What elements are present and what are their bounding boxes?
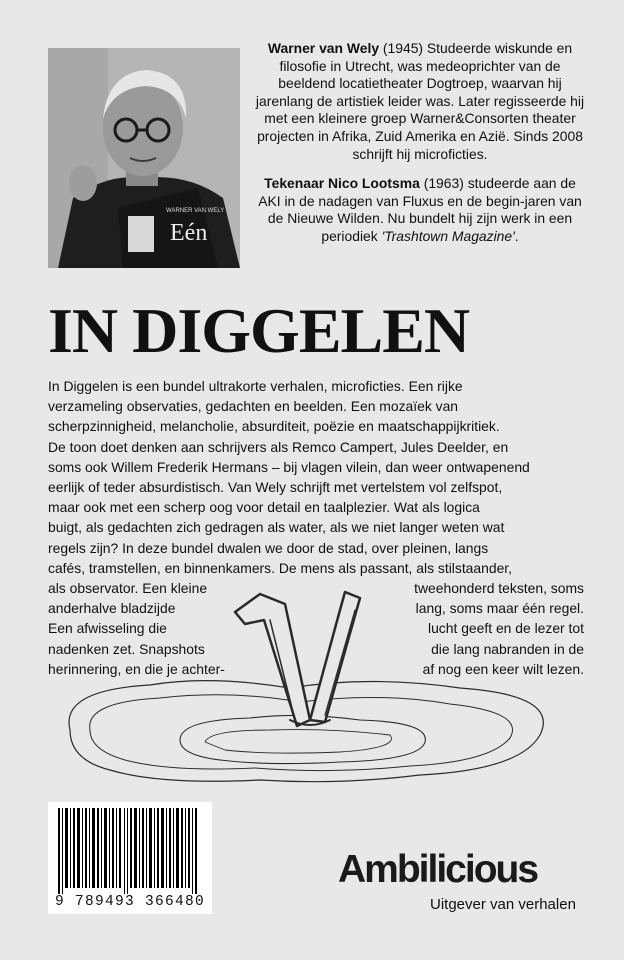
blurb-line: regels zijn? In deze bundel dwalen we door de stad, over pleinen, langs bbox=[48, 539, 489, 556]
blurb-split-right: die lang nabranden in de bbox=[431, 640, 584, 657]
blurb-line: De toon doet denken aan schrijvers als Remco Campert, Jules Deelder, en bbox=[48, 438, 509, 455]
blurb-line: buigt, als gedachten zich gedragen als water, als we niet langer weten wat bbox=[48, 519, 505, 536]
blurb-split-right: lucht geeft en de lezer tot bbox=[428, 620, 584, 637]
blurb-line: verzameling observaties, gedachten en beelden. Een mozaïek van bbox=[48, 398, 459, 415]
isbn-number: 9 789493 366480 bbox=[54, 894, 206, 910]
blurb-line: cafés, tramstellen, en binnenkamers. De mens als passant, als stilstaander, bbox=[48, 559, 513, 576]
blurb-split-left: nadenken zet. Snapshots bbox=[48, 640, 205, 657]
publisher-logo: Ambilicious bbox=[338, 848, 538, 891]
bio-nico-name: Tekenaar Nico Lootsma bbox=[264, 175, 420, 192]
book-title-text: Eén bbox=[170, 220, 208, 246]
bio-nico-magazine: 'Trashtown Magazine' bbox=[381, 227, 515, 244]
biographies bbox=[255, 40, 585, 258]
bio-nico-year: (1963) bbox=[423, 175, 464, 192]
bio-nico-text: studeerde aan de AKI in de nadagen van Fluxus en de begin-jaren van de Nieuwe Wilden. Nu bundelt hij zijn werk in een periodiek bbox=[258, 175, 582, 244]
publisher-tagline: Uitgever van verhalen bbox=[430, 896, 576, 913]
blurb-split-right: af nog een keer wilt lezen. bbox=[422, 660, 584, 677]
bio-warner-text: Studeerde wiskunde en filosofie in Utrecht, was medeoprichter van de beeldend locatietheater Dogtroep, waarvan hij jarenlang de artistiek leider was. Later regisseerde hij met een kleinere groep Warner&Consorten theater projecten in Afrika, Zuid Amerika en Azië. Sinds 2008 schrijft hij microficties. bbox=[255, 40, 585, 162]
blurb-line: In Diggelen is een bundel ultrakorte verhalen, microficties. Een rijke bbox=[48, 378, 463, 394]
legs-in-puddle-drawing bbox=[40, 580, 580, 800]
blurb-line: soms ook Willem Frederik Hermans – bij vlagen vilein, dan weer ontwapenend bbox=[48, 458, 530, 475]
blurb-line: maar ook met een scherp oog voor detail en taalplezier. Wat als logica bbox=[48, 499, 480, 516]
blurb-split-left: als observator. Een kleine bbox=[48, 580, 208, 597]
blurb-split-left: herinnering, en die je achter- bbox=[48, 660, 225, 677]
bio-nico bbox=[255, 175, 585, 245]
author-portrait-illustration bbox=[48, 48, 240, 268]
book-title: IN DIGGELEN bbox=[48, 295, 470, 366]
blurb-line: scherpzinnigheid, melancholie, absurditeit, poëzie en maatschappijkritiek. bbox=[48, 418, 500, 435]
bio-warner-name: Warner van Wely bbox=[267, 40, 380, 56]
blurb-split-right: lang, soms maar één regel. bbox=[415, 600, 584, 617]
blurb-split-left: anderhalve bladzijde bbox=[48, 600, 176, 617]
blurb-split-left: Een afwisseling die bbox=[48, 620, 167, 637]
bio-warner bbox=[255, 40, 585, 163]
author-photo bbox=[48, 48, 240, 268]
blurb-line: eerlijk of teder absurdistisch. Van Wely schrijft met vertelstem vol zelfspot, bbox=[48, 479, 503, 496]
bio-nico-end: . bbox=[514, 227, 519, 244]
barcode-bars bbox=[48, 802, 212, 896]
book-author-text: WARNER VAN WELY bbox=[166, 208, 225, 214]
bio-warner-year: (1945) bbox=[382, 40, 424, 56]
blurb-split-right: tweehonderd teksten, soms bbox=[414, 580, 584, 597]
